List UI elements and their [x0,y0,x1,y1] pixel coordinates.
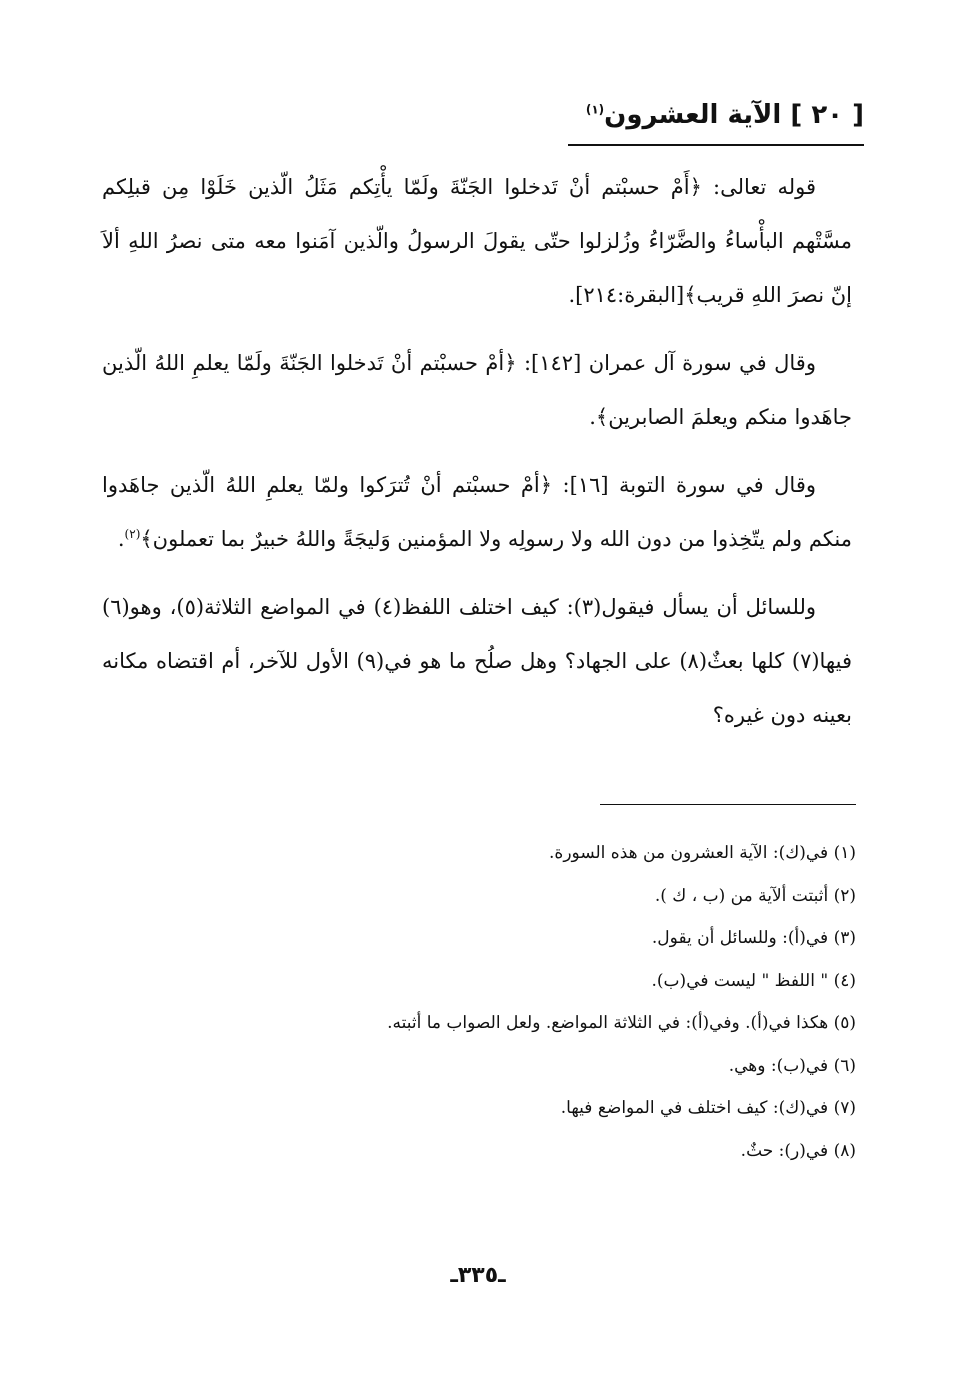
paragraph-text: وقال في سورة آل عمران [١٤٢]: ﴿أمْ حسبْتم أنْ تَدخلوا الجَنّةَ ولَمّا يعلمِ اللهُ الّذين جاهَدوا منكم ويعلمَ الصابرين﴾. [102,351,852,429]
paragraph-text: قوله تعالى: ﴿أَمْ حسبْتم أنْ تَدخلوا الجَنّةَ ولَمّا يأْتِكم مَثَلُ الّذين خَلَوْا مِن قبلِكم مسَّتْهم البأْساءُ والضَّرّاءُ وزُلزلوا حتّى يقولَ الرسولُ والّذين آمَنوا معه متى نصرُ اللهِ ألاَ إنّ نصرَ اللهِ قريب﴾[البقرة:٢١٤]. [102,175,852,307]
paragraph-question [102,580,852,742]
footnotes [100,832,856,1172]
footnote-5: (٥) هكذا في(أ). وفي(أ): في الثلاثة المواضع. ولعل الصواب ما أثبته. [387,1013,856,1033]
footnote-ref: (٢) [124,527,141,541]
footnote-3: (٣) في(أ): وللسائل أن يقول. [651,928,856,948]
footnote-separator [600,804,856,805]
paragraph-text: وللسائل أن يسأل فيقول(٣): كيف اختلف اللفظ(٤) في المواضع الثلاثة(٥)، وهو(٦) فيها(٧) كلها بعثٌ(٨) على الجهاد؟ وهل صلُح ما هو في(٩) الأول للآخر، أم اقتضاه مكانه بعينه دون غيره؟ [102,595,852,727]
paragraph-tawbah [102,458,852,566]
heading-footnote-ref: (١) [585,102,605,117]
paragraph-baqarah [102,160,852,322]
period: . [117,527,125,551]
footnote-7: (٧) في(ك): كيف اختلف في المواضع فيها. [560,1098,856,1118]
footnote-2: (٢) أثبتت ألآية من (ب ، ك ). [654,885,856,906]
footnote-6: (٦) في(ب): وهي. [728,1055,856,1076]
heading-text: [ ٢٠ ] الآية العشرون [604,100,864,130]
main-text [102,160,852,742]
paragraph-al-imran [102,336,852,444]
heading-underline [568,144,864,146]
section-heading [484,92,864,138]
page-number: ـ٣٣٥ـ [450,1263,506,1288]
footnote-4: (٤) " اللفظ " ليست في(ب). [651,970,856,991]
footnote-1: (١) في(ك): الآية العشرون من هذه السورة. [549,843,856,863]
paragraph-text: وقال في سورة التوبة [١٦]: ﴿أمْ حسبْتم أنْ تُترَكوا ولمّا يعلمِ اللهُ الّذين جاهَدوا منكم ولم يتّخِذوا من دون الله ولا رسولِه ولا المؤمنين وَليجَةً واللهُ خبيرٌ بما تعملون﴾ [102,473,852,551]
footnote-8: (٨) في(ر): حثٌ. [740,1140,856,1161]
